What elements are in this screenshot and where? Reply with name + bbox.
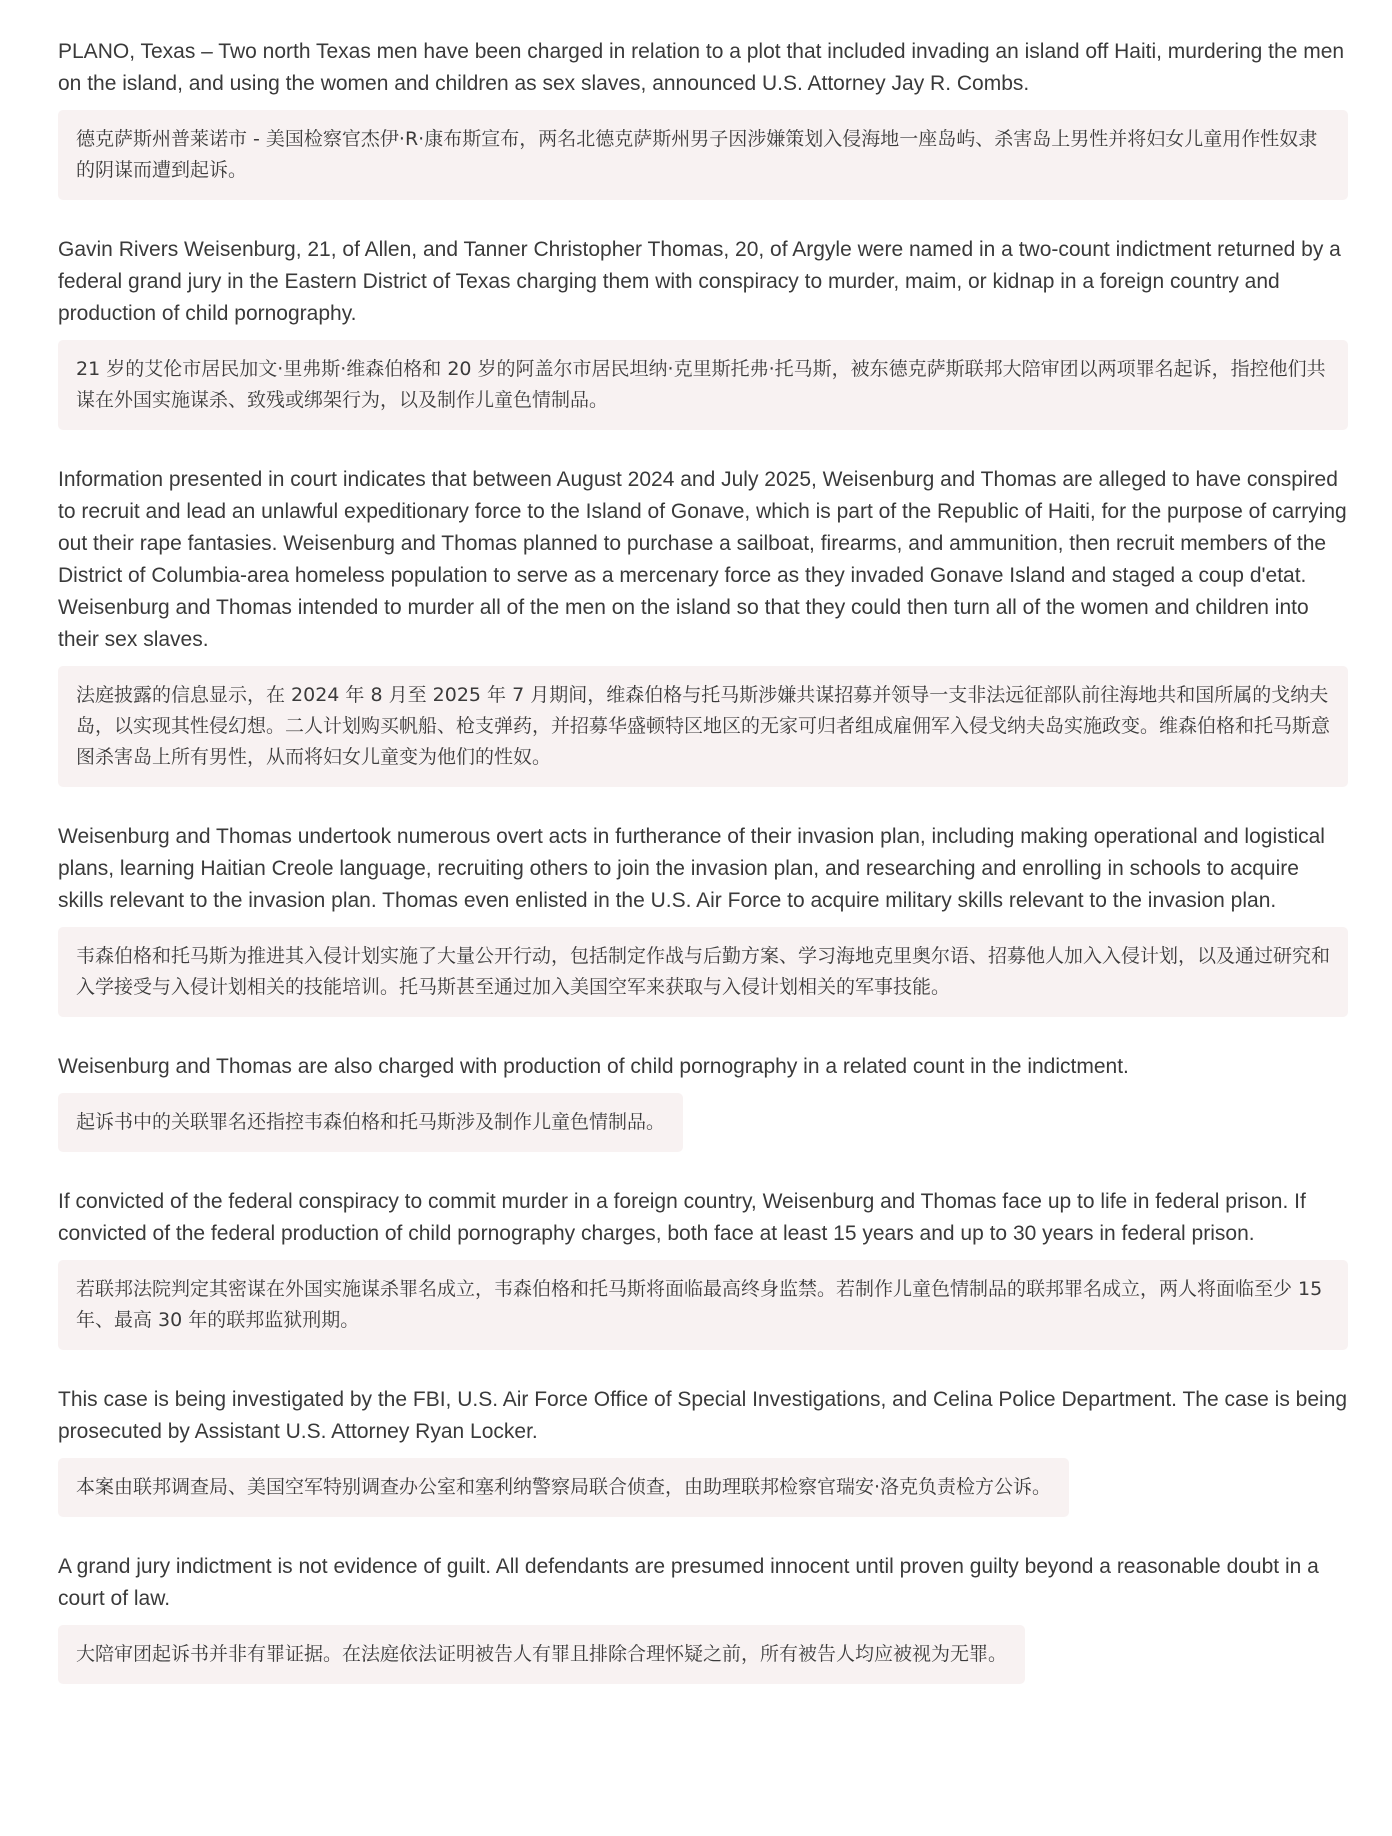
chinese-translation: 法庭披露的信息显示，在 2024 年 8 月至 2025 年 7 月期间，维森伯格与托马斯涉嫌共谋招募并领导一支非法远征部队前往海地共和国所属的戈纳夫岛，以实现其性侵幻想。二人计划购买帆船、枪支弹药，并招募华盛顿特区地区的无家可归者组成雇佣军入侵戈纳夫岛实施政变。维森伯格和托马斯意图杀害岛上所有男性，从而将妇女儿童变为他们的性奴。 bbox=[58, 666, 1348, 787]
english-paragraph: Weisenburg and Thomas are also charged with production of child pornography in a related count in the indictment. bbox=[58, 1055, 1129, 1078]
chinese-translation: 大陪审团起诉书并非有罪证据。在法庭依法证明被告人有罪且排除合理怀疑之前，所有被告人均应被视为无罪。 bbox=[58, 1625, 1025, 1684]
english-paragraph: If convicted of the federal conspiracy to commit murder in a foreign country, Weisenburg and Thomas face up to life in federal prison. If convicted of the federal production of child pornography charges, both face at least 15 years and up to 30 years in federal prison. bbox=[58, 1190, 1306, 1245]
paragraph-block-7 bbox=[58, 1384, 1348, 1517]
paragraph-block-6 bbox=[58, 1186, 1348, 1350]
paragraph-block-3 bbox=[58, 464, 1348, 787]
english-paragraph: PLANO, Texas – Two north Texas men have been charged in relation to a plot that included invading an island off Haiti, murdering the men on the island, and using the women and children as sex slaves, announced U.S. Attorney Jay R. Combs. bbox=[58, 40, 1345, 95]
english-paragraph: This case is being investigated by the FBI, U.S. Air Force Office of Special Investigations, and Celina Police Department. The case is being prosecuted by Assistant U.S. Attorney Ryan Locker. bbox=[58, 1388, 1348, 1443]
paragraph-block-2 bbox=[58, 234, 1348, 430]
chinese-translation: 本案由联邦调查局、美国空军特别调查办公室和塞利纳警察局联合侦查，由助理联邦检察官瑞安·洛克负责检方公诉。 bbox=[58, 1458, 1069, 1517]
chinese-translation: 德克萨斯州普莱诺市 - 美国检察官杰伊·R·康布斯宣布，两名北德克萨斯州男子因涉嫌策划入侵海地一座岛屿、杀害岛上男性并将妇女儿童用作性奴隶的阴谋而遭到起诉。 bbox=[58, 110, 1348, 200]
paragraph-block-8 bbox=[58, 1551, 1348, 1684]
chinese-translation: 韦森伯格和托马斯为推进其入侵计划实施了大量公开行动，包括制定作战与后勤方案、学习海地克里奥尔语、招募他人加入入侵计划，以及通过研究和入学接受与入侵计划相关的技能培训。托马斯甚至通过加入美国空军来获取与入侵计划相关的军事技能。 bbox=[58, 927, 1348, 1017]
chinese-translation: 若联邦法院判定其密谋在外国实施谋杀罪名成立，韦森伯格和托马斯将面临最高终身监禁。若制作儿童色情制品的联邦罪名成立，两人将面临至少 15 年、最高 30 年的联邦监狱刑期。 bbox=[58, 1260, 1348, 1350]
paragraph-block-1 bbox=[58, 36, 1348, 200]
english-paragraph: A grand jury indictment is not evidence of guilt. All defendants are presumed innocent until proven guilty beyond a reasonable doubt in a court of law. bbox=[58, 1555, 1319, 1610]
english-paragraph: Gavin Rivers Weisenburg, 21, of Allen, and Tanner Christopher Thomas, 20, of Argyle were named in a two-count indictment returned by a federal grand jury in the Eastern District of Texas charging them with conspiracy to murder, maim, or kidnap in a foreign country and production of child pornography. bbox=[58, 238, 1341, 325]
article-body bbox=[58, 36, 1348, 1718]
chinese-translation: 21 岁的艾伦市居民加文·里弗斯·维森伯格和 20 岁的阿盖尔市居民坦纳·克里斯托弗·托马斯，被东德克萨斯联邦大陪审团以两项罪名起诉，指控他们共谋在外国实施谋杀、致残或绑架行为，以及制作儿童色情制品。 bbox=[58, 340, 1348, 430]
paragraph-block-5 bbox=[58, 1051, 1348, 1152]
english-paragraph: Weisenburg and Thomas undertook numerous overt acts in furtherance of their invasion plan, including making operational and logistical plans, learning Haitian Creole language, recruiting others to join the invasion plan, and researching and enrolling in schools to acquire skills relevant to the invasion plan. Thomas even enlisted in the U.S. Air Force to acquire military skills relevant to the invasion plan. bbox=[58, 825, 1325, 912]
english-paragraph: Information presented in court indicates that between August 2024 and July 2025, Weisenburg and Thomas are alleged to have conspired to recruit and lead an unlawful expeditionary force to the Island of Gonave, which is part of the Republic of Haiti, for the purpose of carrying out their rape fantasies. Weisenburg and Thomas planned to purchase a sailboat, firearms, and ammunition, then recruit members of the District of Columbia-area homeless population to serve as a mercenary force as they invaded Gonave Island and staged a coup d'etat. Weisenburg and Thomas intended to murder all of the men on the island so that they could then turn all of the women and children into their sex slaves. bbox=[58, 468, 1347, 651]
chinese-translation: 起诉书中的关联罪名还指控韦森伯格和托马斯涉及制作儿童色情制品。 bbox=[58, 1093, 683, 1152]
paragraph-block-4 bbox=[58, 821, 1348, 1017]
